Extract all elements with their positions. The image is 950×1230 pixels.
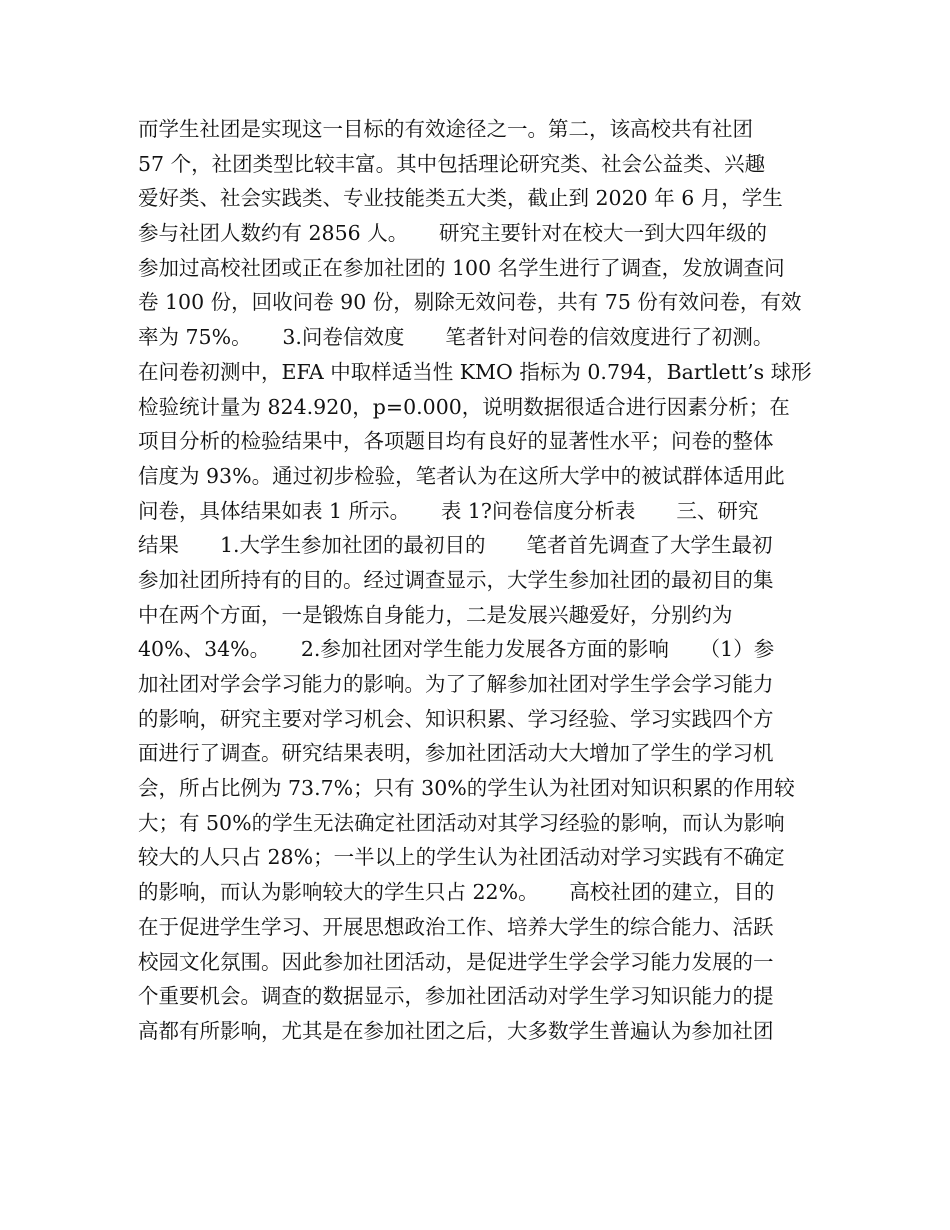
text-line: 检验统计量为 824.920，p=0.000，说明数据很适合进行因素分析；在: [138, 394, 790, 419]
text-line: 参加社团所持有的目的。经过调查显示，大学生参加社团的最初目的集: [138, 567, 774, 592]
text-line: 而学生社团是实现这一目标的有效途径之一。第二，该高校共有社团: [138, 117, 753, 141]
text-line: 爱好类、社会实践类、专业技能类五大类，截止到 2020 年 6 月，学生: [138, 186, 783, 211]
text-line: 的影响，而认为影响较大的学生只占 22%。 高校社团的建立，目的: [138, 880, 775, 905]
text-line: 卷 100 份，回收问卷 90 份，剔除无效问卷，共有 75 份有效问卷，有效: [138, 290, 802, 315]
text-line: 的影响，研究主要对学习机会、知识积累、学习经验、学习实践四个方: [138, 706, 774, 731]
text-line: 会，所占比例为 73.7%；只有 30%的学生认为社团对知识积累的作用较: [138, 776, 795, 801]
text-line: 较大的人只占 28%；一半以上的学生认为社团活动对学习实践有不确定: [138, 845, 785, 870]
text-line: 面进行了调查。研究结果表明，参加社团活动大大增加了学生的学习机: [138, 741, 774, 766]
text-line: 问卷，具体结果如表 1 所示。 表 1?问卷信度分析表 三、研究: [138, 498, 759, 523]
text-line: 高都有所影响，尤其是在参加社团之后，大多数学生普遍认为参加社团: [138, 1018, 774, 1043]
text-line: 结果 1.大学生参加社团的最初目的 笔者首先调查了大学生最初: [138, 533, 773, 558]
text-line: 参与社团人数约有 2856 人。 研究主要针对在校大一到大四年级的: [138, 221, 767, 246]
text-line: 个重要机会。调查的数据显示，参加社团活动对学生学习知识能力的提: [138, 984, 774, 1009]
text-line: 参加过高校社团或正在参加社团的 100 名学生进行了调查，发放调查问: [138, 255, 785, 280]
text-line: 校园文化氛围。因此参加社团活动，是促进学生学会学习能力发展的一: [138, 949, 774, 974]
text-line: 项目分析的检验结果中，各项题目均有良好的显著性水平；问卷的整体: [138, 429, 774, 454]
text-line: 信度为 93%。通过初步检验，笔者认为在这所大学中的被试群体适用此: [138, 463, 785, 488]
body-text: [138, 112, 813, 1049]
text-line: 大；有 50%的学生无法确定社团活动对其学习经验的影响，而认为影响: [138, 810, 785, 835]
text-line: 加社团对学会学习能力的影响。为了了解参加社团对学生学会学习能力: [138, 672, 774, 696]
text-line: 在于促进学生学习、开展思想政治工作、培养大学生的综合能力、活跃: [138, 914, 774, 939]
text-line: 40%、34%。 2.参加社团对学生能力发展各方面的影响 （1）参: [138, 637, 775, 662]
text-line: 在问卷初测中，EFA 中取样适当性 KMO 指标为 0.794，Bartlett’s 球形: [138, 359, 812, 384]
text-line: 57 个，社团类型比较丰富。其中包括理论研究类、社会公益类、兴趣: [138, 151, 766, 176]
text-line: 中在两个方面，一是锻炼自身能力，二是发展兴趣爱好，分别约为: [138, 602, 733, 627]
text-line: 率为 75%。 3.问卷信效度 笔者针对问卷的信效度进行了初测。: [138, 325, 774, 350]
